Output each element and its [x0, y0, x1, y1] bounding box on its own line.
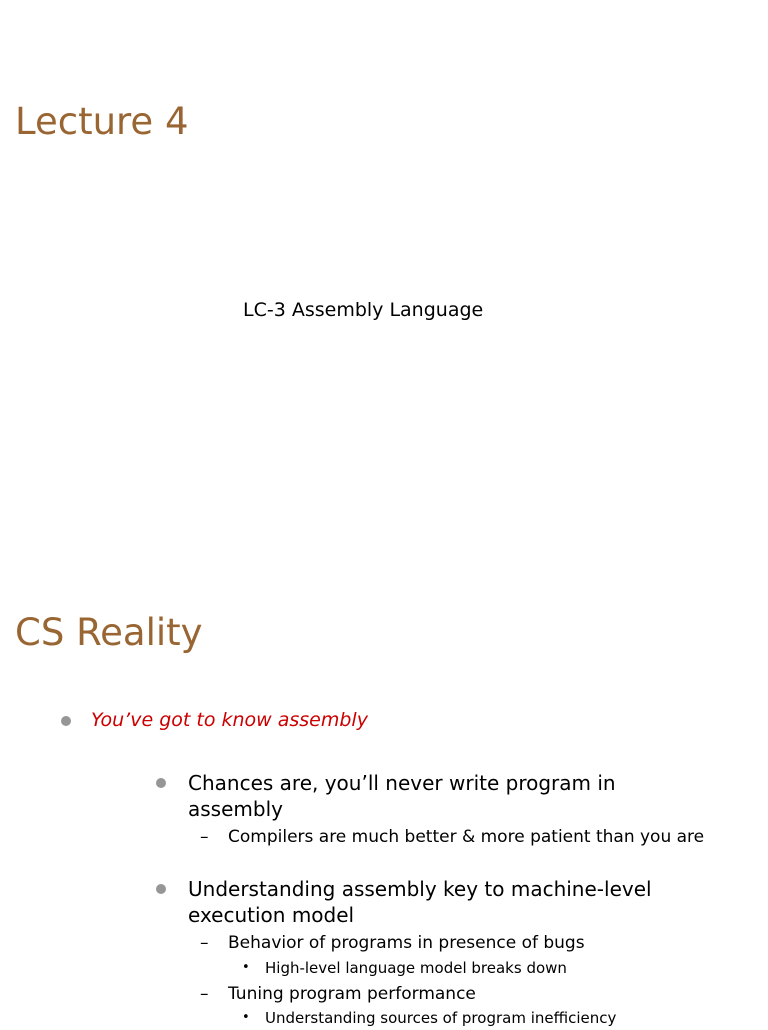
- dash-icon: –: [200, 933, 209, 953]
- list-item-text: Understanding assembly key to machine-level execution model: [188, 877, 652, 927]
- bullet-icon: [156, 778, 166, 788]
- list-item-text: Behavior of programs in presence of bugs: [228, 933, 585, 953]
- list-item-text: Tuning program performance: [228, 984, 476, 1004]
- list-item-text: High-level language model breaks down: [265, 959, 567, 977]
- slide-title: Lecture 4: [15, 100, 189, 143]
- list-item-text: Understanding sources of program inefficiency: [265, 1009, 617, 1027]
- bullet-icon: [156, 884, 166, 894]
- list-item-text: Chances are, you’ll never write program in assembly: [188, 771, 616, 821]
- list-item-text: You’ve got to know assembly: [91, 709, 368, 731]
- slide-title: CS Reality: [15, 611, 203, 654]
- bullet-icon: [61, 716, 71, 726]
- list-item-text: Compilers are much better & more patient than you are: [228, 827, 705, 847]
- dash-icon: –: [200, 827, 209, 847]
- small-bullet-icon: •: [242, 1010, 250, 1025]
- small-bullet-icon: •: [242, 960, 250, 975]
- slide-subtitle: LC-3 Assembly Language: [243, 299, 484, 321]
- dash-icon: –: [200, 984, 209, 1004]
